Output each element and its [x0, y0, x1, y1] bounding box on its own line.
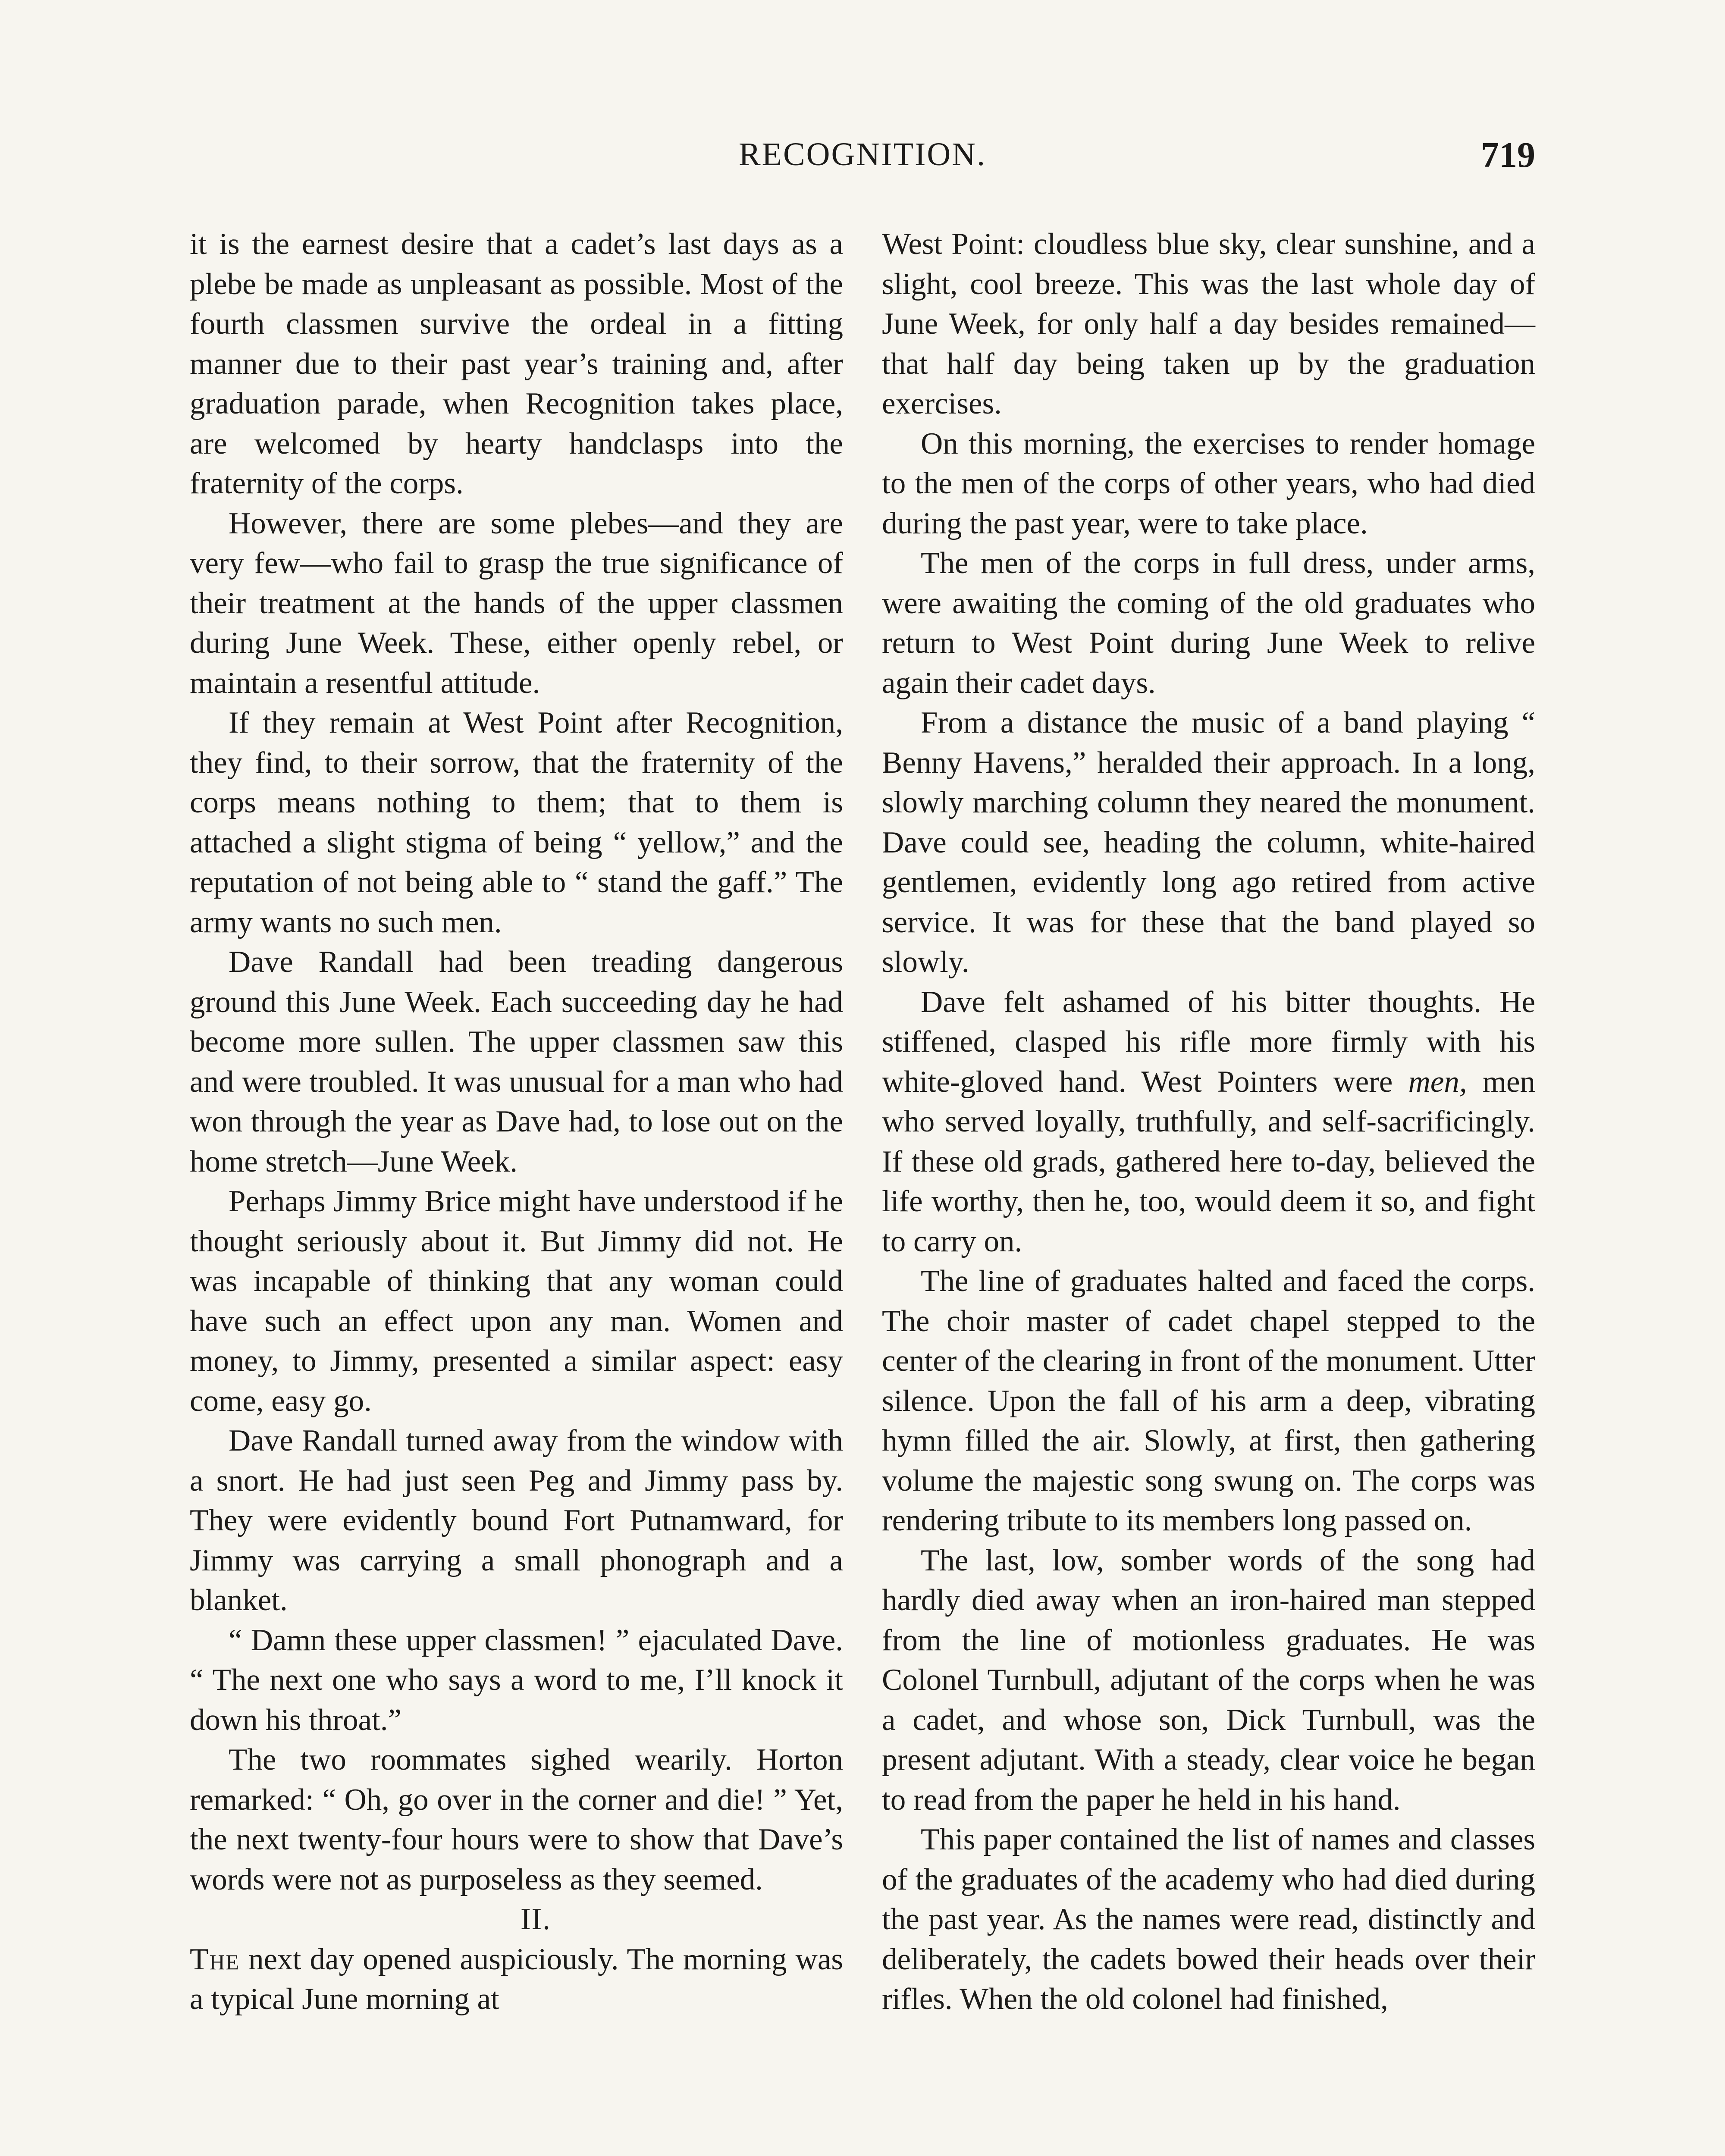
running-title: RECOGNITION. — [738, 136, 987, 172]
paragraph: This paper contained the list of names and classes of the graduates of the academy who had died during the past year. As the names were read, distinctly and deliberately, the cadets bowed their heads over their rifles. When the old colonel had finished, — [882, 1823, 1535, 2016]
paragraph: The men of the corps in full dress, under arms, were awaiting the coming of the old graduates who return to West Point during June Week to relive again their cadet days. — [882, 546, 1535, 700]
page-number: 719 — [1481, 135, 1535, 175]
paragraph: From a distance the music of a band playing “ Benny Havens,” heralded their approach. In a long, slowly marching column they neared the monument. Dave could see, heading the column, white-haired gentlemen, evidently long ago retired from active service. It was for these that the band played so slowly. — [882, 706, 1535, 979]
paragraph — [882, 982, 1535, 1262]
paragraph: Perhaps Jimmy Brice might have understood if he thought seriously about it. But Jimmy did not. He was incapable of thinking that any woman could have such an effect upon any man. Women and money, to Jimmy, presented a similar aspect: easy come, easy go. — [190, 1185, 843, 1418]
paragraph: Dave Randall had been treading dangerous ground this June Week. Each succeeding day he had become more sullen. The upper classmen saw this and were troubled. It was unusual for a man who had won through the year as Dave had, to lose out on the home stretch—June Week. — [190, 945, 843, 1178]
left-column — [190, 224, 843, 2019]
paragraph: The two roommates sighed wearily. Horton remarked: “ Oh, go over in the corner and die! ” Yet, the next twenty-four hours were to show that Dave’s words were not as purposeless as they seemed. — [190, 1743, 843, 1896]
paragraph — [190, 1940, 843, 2019]
paragraph: The last, low, somber words of the song had hardly died away when an iron-haired man stepped from the line of motionless graduates. He was Colonel Turnbull, adjutant of the corps when he was a cadet, and whose son, Dick Turnbull, was the present adjutant. With a steady, clear voice he began to read from the paper he held in his hand. — [882, 1543, 1535, 1817]
paragraph: Dave Randall turned away from the window with a snort. He had just seen Peg and Jimmy pass by. They were evidently bound Fort Putnamward, for Jimmy was carrying a small phonograph and a blanket. — [190, 1424, 843, 1617]
paragraph: it is the earnest desire that a cadet’s last days as a plebe be made as unpleasant as possible. Most of the fourth classmen survive the ordeal in a fitting manner due to their past year’s training and, after graduation parade, when Recognition takes place, are welcomed by hearty handclasps into the fraternity of the corps. — [190, 227, 843, 500]
paragraph-text: men who served loyally, truthfully, and self-sacrificingly. If these old grads, gathered here to-day, believed the life worthy, then he, too, would deem it so, and fight to carry on. — [882, 1065, 1535, 1258]
paragraph: On this morning, the exercises to render homage to the men of the corps of other years, who had died during the past year, were to take place. — [882, 426, 1535, 540]
paragraph: “ Damn these upper classmen! ” ejaculated Dave. “ The next one who says a word to me, I’ll knock it down his throat.” — [190, 1623, 843, 1737]
emphasis-text: men, — [1408, 1065, 1467, 1099]
paragraph: The line of graduates halted and faced the corps. The choir master of cadet chapel stepped to the center of the clearing in front of the monument. Utter silence. Upon the fall of his arm a deep, vibrating hymn filled the air. Slowly, at first, then gathering volume the majestic song swung on. The corps was rendering tribute to its members long passed on. — [882, 1264, 1535, 1537]
running-head — [190, 136, 1535, 183]
paragraph: If they remain at West Point after Recognition, they find, to their sorrow, that the fraternity of the corps means nothing to them; that to them is attached a slight stigma of being “ yellow,” and the reputation of not being able to “ stand the gaff.” The army wants no such men. — [190, 706, 843, 939]
small-caps-lead-word: The — [190, 1942, 240, 1976]
paragraph: West Point: cloudless blue sky, clear sunshine, and a slight, cool breeze. This was the last whole day of June Week, for only half a day besides remained—that half day being taken up by the graduation exercises. — [882, 227, 1535, 420]
section-number: II. — [520, 1902, 552, 1936]
paragraph: However, there are some plebes—and they are very few—who fail to grasp the true significance of their treatment at the hands of the upper classmen during June Week. These, either openly rebel, or maintain a resentful attitude. — [190, 506, 843, 700]
paragraph-text: Dave felt ashamed of his bitter thoughts. He stiffened, clasped his rifle more firmly with his white-gloved hand. West Pointers were — [882, 985, 1535, 1099]
paragraph-text: next day opened auspiciously. The morning was a typical June morning at — [190, 1942, 843, 2016]
right-column — [882, 224, 1535, 2019]
